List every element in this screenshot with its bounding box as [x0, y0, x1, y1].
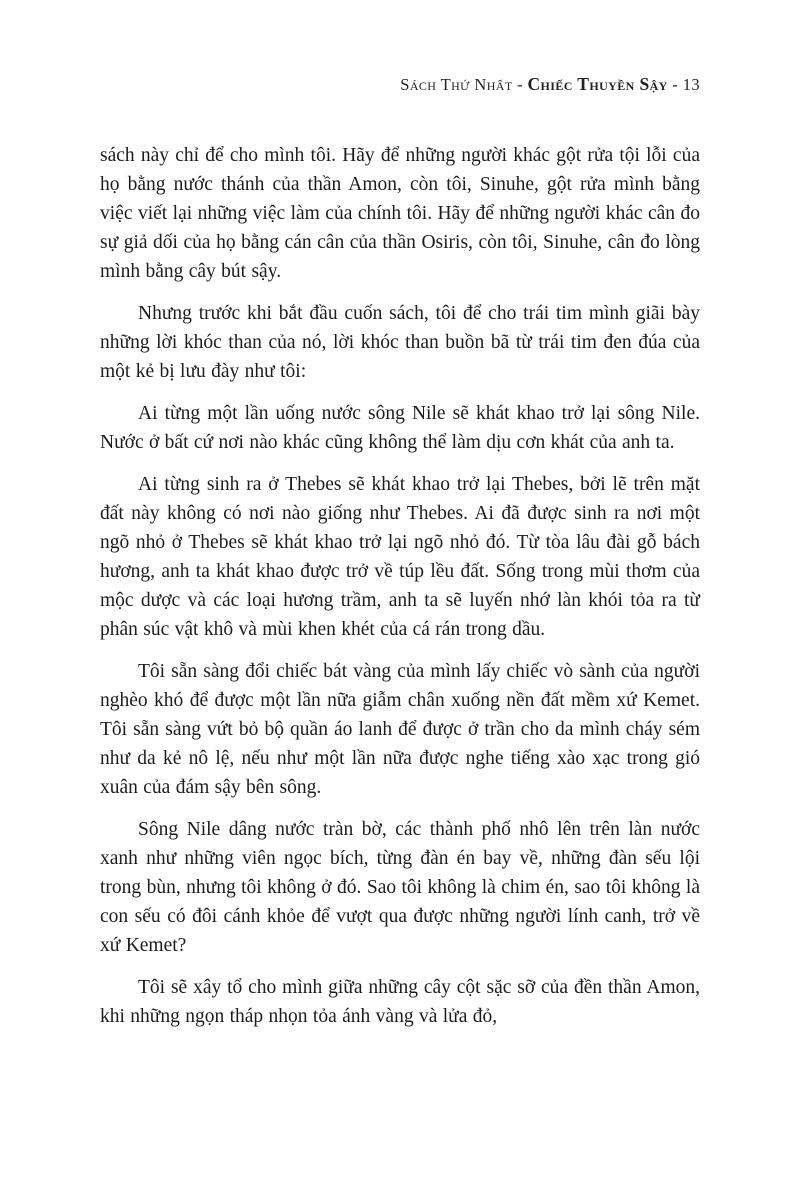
book-part-label: Sách Thứ Nhất -	[400, 75, 528, 94]
paragraph: Sông Nile dâng nước tràn bờ, các thành phố nhô lên trên làn nước xanh như những viên ngọc bích, từng đàn én bay về, những đàn sếu lội trong bùn, nhưng tôi không ở đó. Sao tôi không là chim én, sao tôi không là con sếu có đôi cánh khỏe để vượt qua được những người lính canh, trở về xứ Kemet?	[100, 819, 700, 956]
paragraph: Ai từng một lần uống nước sông Nile sẽ khát khao trở lại sông Nile. Nước ở bất cứ nơi nào khác cũng không thể làm dịu cơn khát của anh ta.	[100, 403, 700, 453]
page-body	[100, 141, 700, 1031]
paragraph: Nhưng trước khi bắt đầu cuốn sách, tôi để cho trái tim mình giãi bày những lời khóc than của nó, lời khóc than buồn bã từ trái tim đen đúa của một kẻ bị lưu đày như tôi:	[100, 303, 700, 382]
page-number: 13	[682, 75, 700, 94]
running-head	[100, 74, 700, 95]
paragraph: Tôi sẵn sàng đổi chiếc bát vàng của mình lấy chiếc vò sành của người nghèo khó để được một lần nữa giẫm chân xuống nền đất mềm xứ Kemet. Tôi sẵn sàng vứt bỏ bộ quần áo lanh để được ở trần cho da mình cháy sém như da kẻ nô lệ, nếu như một lần nữa được nghe tiếng xào xạc trong gió xuân của đám sậy bên sông.	[100, 661, 700, 798]
separator: -	[667, 75, 683, 94]
book-title: Chiếc Thuyền Sậy	[527, 74, 668, 94]
paragraph: sách này chỉ để cho mình tôi. Hãy để những người khác gột rửa tội lỗi của họ bằng nước thánh của thần Amon, còn tôi, Sinuhe, gột rửa mình bằng việc viết lại những việc làm của chính tôi. Hãy để những người khác cân đo sự giả dối của họ bằng cán cân của thần Osiris, còn tôi, Sinuhe, cân đo lòng mình bằng cây bút sậy.	[100, 145, 700, 282]
paragraph: Tôi sẽ xây tổ cho mình giữa những cây cột sặc sỡ của đền thần Amon, khi những ngọn tháp nhọn tỏa ánh vàng và lửa đỏ,	[100, 977, 700, 1027]
paragraph: Ai từng sinh ra ở Thebes sẽ khát khao trở lại Thebes, bởi lẽ trên mặt đất này không có nơi nào giống như Thebes. Ai đã được sinh ra nơi một ngõ nhỏ ở Thebes sẽ khát khao trở lại ngõ nhỏ đó. Từ tòa lâu đài gỗ bách hương, anh ta khát khao được trở về túp lều đất. Sống trong mùi thơm của mộc dược và các loại hương trầm, anh ta sẽ luyến nhớ làn khói tỏa ra từ phân súc vật khô và mùi khen khét của cá rán trong dầu.	[100, 474, 700, 640]
